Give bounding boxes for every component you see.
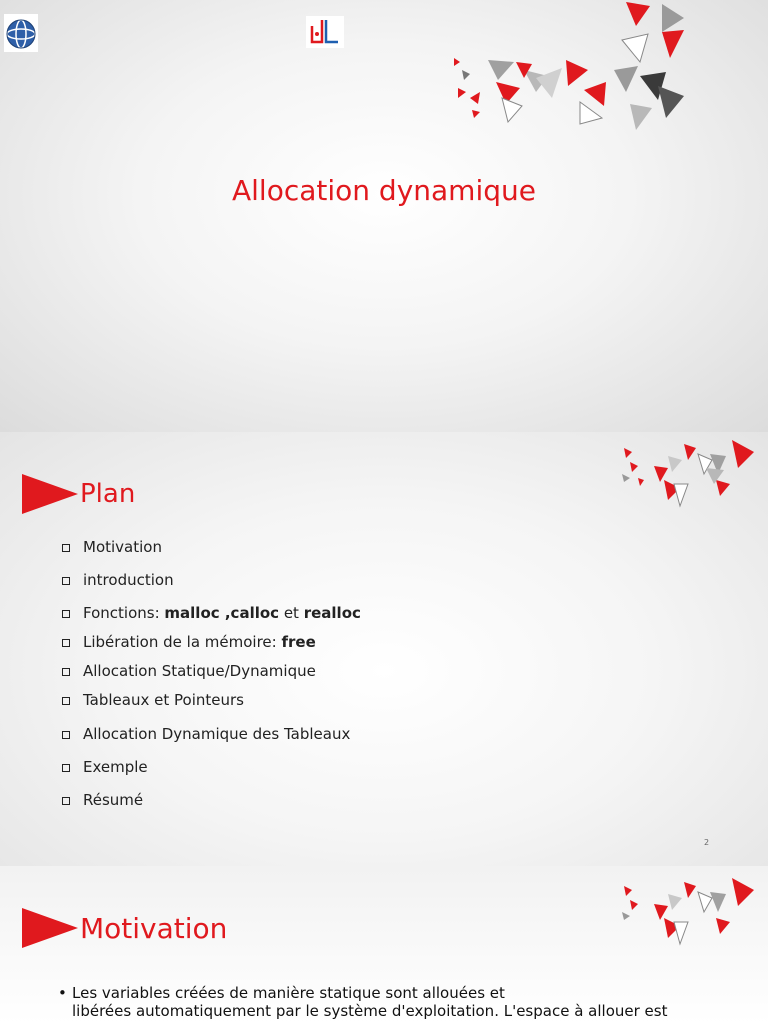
plan-item-text: Exemple (83, 758, 148, 776)
plan-item-text: Fonctions: (83, 604, 165, 622)
plan-item-text: Résumé (83, 791, 144, 809)
motivation-heading-text: Motivation (80, 911, 228, 945)
decorative-triangles-large (440, 0, 768, 140)
plan-item-text: Libération de la mémoire: (83, 633, 282, 651)
bullet-dot-icon: • (58, 984, 67, 1002)
plan-list-item (62, 604, 361, 622)
page-number: 2 (704, 838, 710, 847)
plan-list-item (62, 791, 143, 809)
bullet-line-1: Les variables créées de manière statique sont allouées et (72, 984, 505, 1002)
plan-list-item (62, 571, 174, 589)
plan-list-item (62, 758, 148, 776)
square-bullet-icon (62, 544, 70, 552)
motivation-heading (22, 908, 227, 948)
heading-arrow-icon (22, 474, 78, 514)
square-bullet-icon (62, 577, 70, 585)
plan-item-text: Allocation Dynamique des Tableaux (83, 725, 351, 743)
plan-item-text: et (279, 604, 304, 622)
bullet-line-2: libérées automatiquement par le système d'exploitation. L'espace à allouer est (72, 1002, 668, 1020)
square-bullet-icon (62, 610, 70, 618)
plan-item-text: Motivation (83, 538, 162, 556)
plan-item-text: realloc (303, 604, 361, 622)
department-logo (306, 16, 344, 48)
university-globe-logo (4, 14, 38, 52)
plan-list-item (62, 691, 244, 709)
plan-item-text: Tableaux et Pointeurs (83, 691, 244, 709)
plan-list-item (62, 662, 316, 680)
decorative-triangles-medium (614, 434, 768, 510)
square-bullet-icon (62, 764, 70, 772)
motivation-slide (0, 866, 768, 1024)
slide-title: Allocation dynamique (232, 174, 536, 207)
square-bullet-icon (62, 668, 70, 676)
plan-heading (22, 474, 135, 514)
plan-item-text: introduction (83, 571, 174, 589)
plan-heading-text: Plan (80, 479, 136, 509)
plan-list-item (62, 725, 350, 743)
square-bullet-icon (62, 797, 70, 805)
decorative-triangles-small (614, 872, 768, 948)
plan-item-text: Allocation Statique/Dynamique (83, 662, 316, 680)
square-bullet-icon (62, 697, 70, 705)
title-slide (0, 0, 768, 432)
plan-list-item (62, 538, 162, 556)
plan-list-item (62, 633, 316, 651)
motivation-bullet (58, 984, 708, 1020)
heading-arrow-icon (22, 908, 78, 948)
plan-item-text: free (281, 633, 316, 651)
plan-item-text: malloc ,calloc (164, 604, 280, 622)
plan-slide (0, 432, 768, 866)
square-bullet-icon (62, 731, 70, 739)
square-bullet-icon (62, 639, 70, 647)
